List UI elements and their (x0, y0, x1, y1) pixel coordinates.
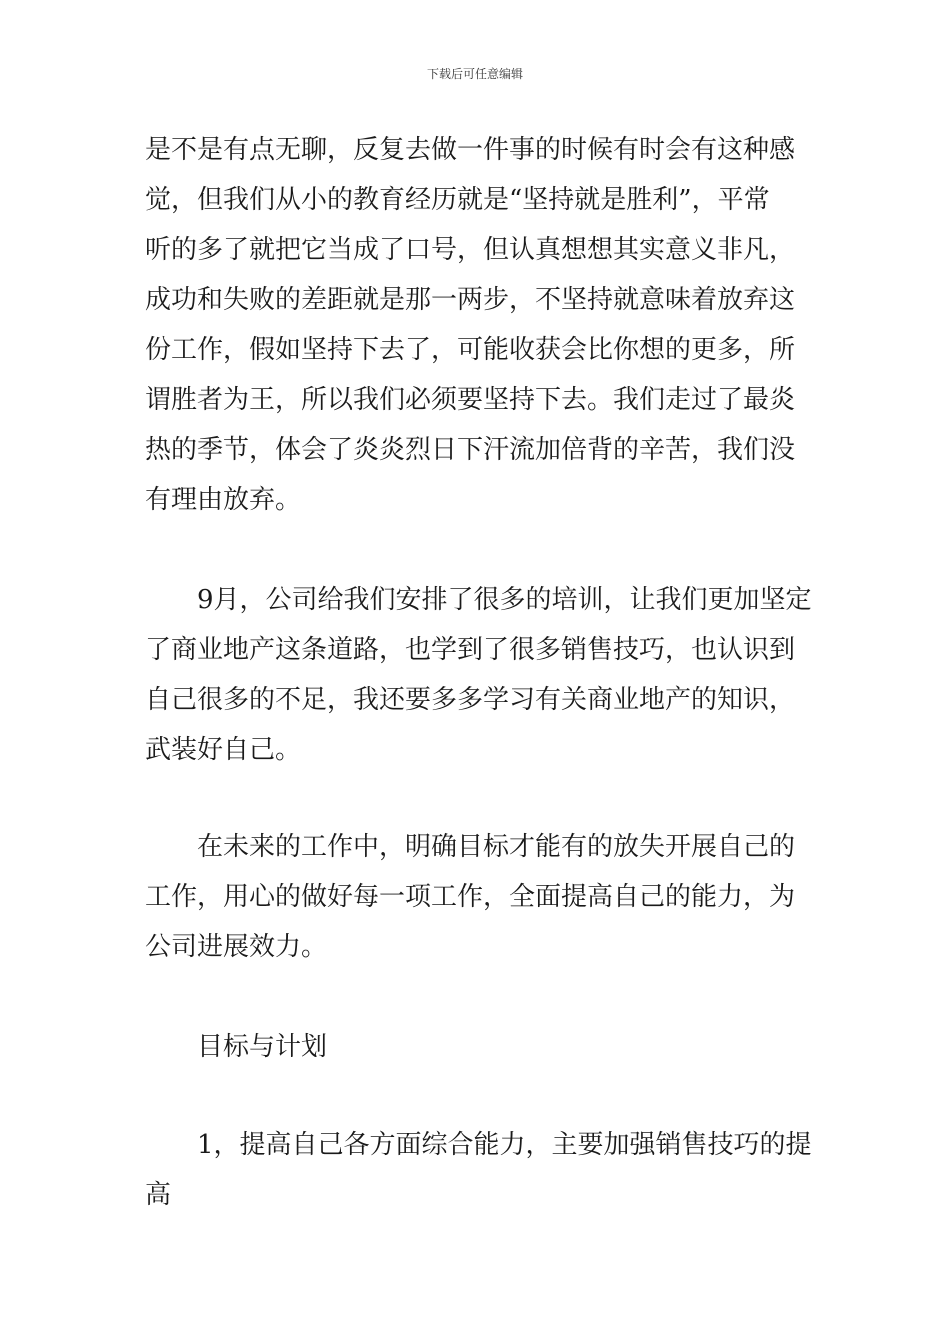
text-line: 高 (145, 1180, 172, 1210)
text-line: 自己很多的不足，我还要多多学习有关商业地产的知识， (145, 685, 796, 715)
text-line: 在未来的工作中，明确目标才能有的放失开展自己的 (197, 832, 796, 862)
text-line: 是不是有点无聊，反复去做一件事的时候有时会有这种感 (145, 135, 796, 165)
text-line: 有理由放弃。 (145, 485, 302, 515)
text-line: 工作，用心的做好每一项工作，全面提高自己的能力，为 (145, 882, 796, 912)
text-line: 了商业地产这条道路，也学到了很多销售技巧，也认识到 (145, 635, 796, 665)
text-line: 份工作，假如坚持下去了，可能收获会比你想的更多，所 (145, 335, 796, 365)
text-line: 成功和失败的差距就是那一两步，不坚持就意味着放弃这 (145, 285, 796, 315)
text-line: 1，提高自己各方面综合能力，主要加强销售技巧的提 (197, 1130, 812, 1160)
text-line: 听的多了就把它当成了口号，但认真想想其实意义非凡， (145, 235, 796, 265)
text-line: 谓胜者为王，所以我们必须要坚持下去。我们走过了最炎 (145, 385, 796, 415)
text-line: 武装好自己。 (145, 735, 302, 765)
page-header-note: 下载后可任意编辑 (426, 67, 523, 81)
section-heading: 目标与计划 (197, 1032, 328, 1062)
text-line: 公司进展效力。 (145, 932, 328, 962)
text-line: 觉，但我们从小的教育经历就是“坚持就是胜利”，平常 (145, 185, 770, 215)
text-line: 9月，公司给我们安排了很多的培训，让我们更加坚定 (197, 585, 812, 615)
text-line: 热的季节，体会了炎炎烈日下汗流加倍背的辛苦，我们没 (145, 435, 796, 465)
